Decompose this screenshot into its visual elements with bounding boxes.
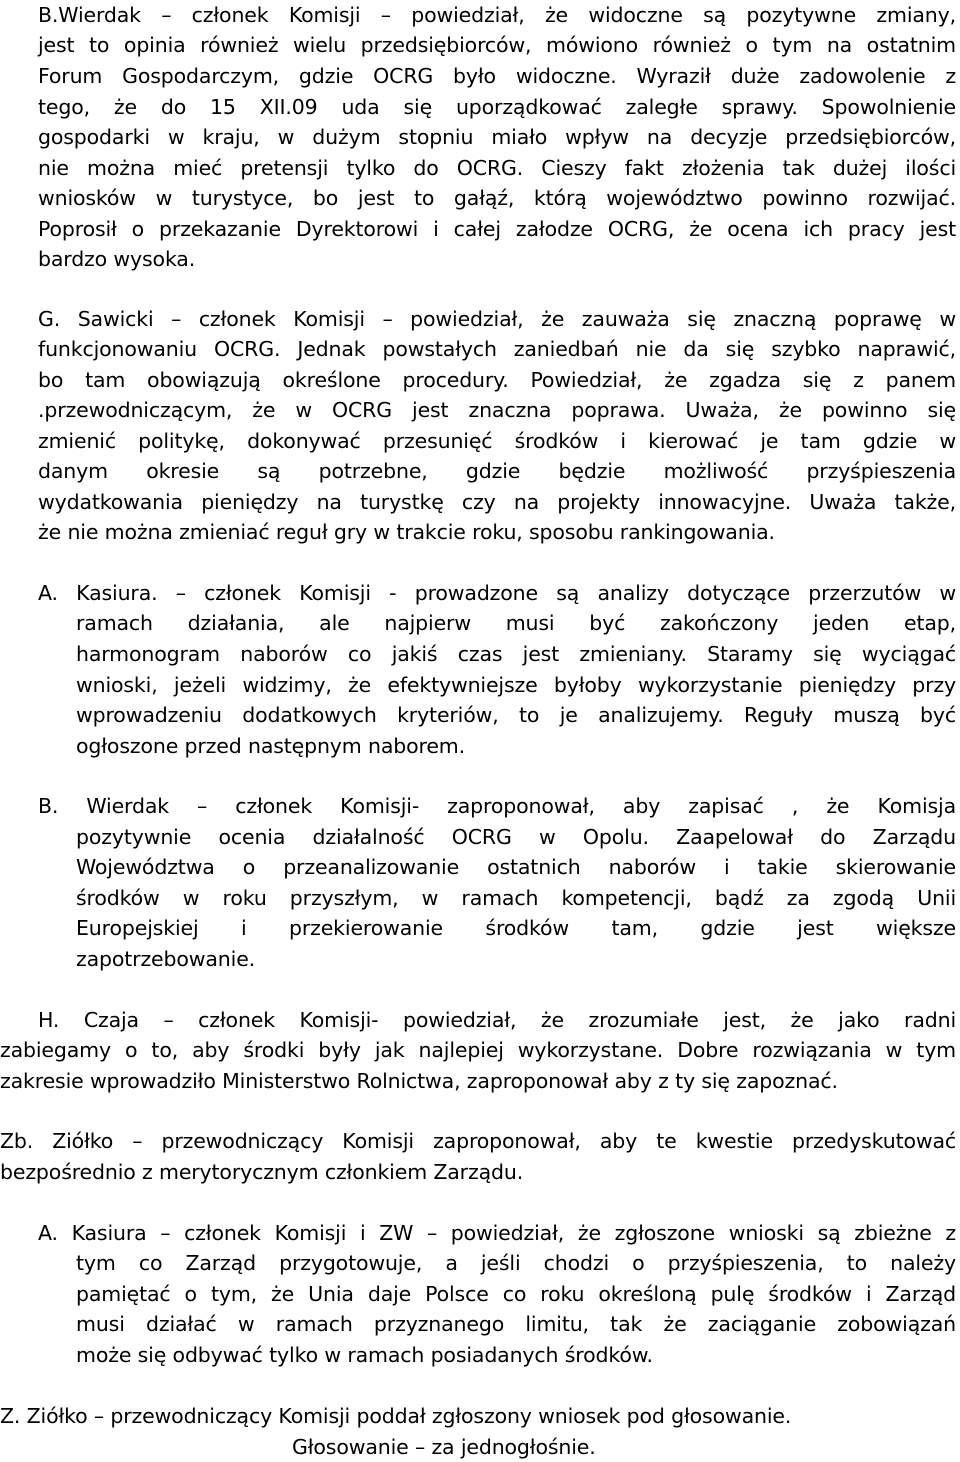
text-line: zmienić politykę, dokonywać przesunięć środków i kierować je tam gdzie w <box>38 429 956 453</box>
text-line: Województwa o przeanalizowanie ostatnich naborów i takie skierowanie <box>76 855 956 879</box>
text-line: wprowadzeniu dodatkowych kryteriów, to je analizujemy. Reguły muszą być <box>76 703 956 727</box>
text-line: A. Kasiura – członek Komisji i ZW – powiedział, że zgłoszone wnioski są zbieżne z <box>38 1221 956 1245</box>
text-line: musi działać w ramach przyznanego limitu, tak że zaciąganie zobowiązań <box>76 1312 956 1336</box>
text-line: Forum Gospodarczym, gdzie OCRG było widoczne. Wyraził duże zadowolenie z <box>38 64 956 88</box>
text-line: nie można mieć pretensji tylko do OCRG. Cieszy fakt złożenia tak dużej ilości <box>38 156 956 180</box>
text-line: bo tam obowiązują określone procedury. Powiedział, że zgadza się z panem <box>38 368 956 392</box>
text-line: Europejskiej i przekierowanie środków tam, gdzie jest większe <box>76 916 956 940</box>
text-line: wydatkowania pieniędzy na turystkę czy na projekty innowacyjne. Uważa także, <box>38 490 956 514</box>
text-line: pozytywnie ocenia działalność OCRG w Opolu. Zaapelował do Zarządu <box>76 825 956 849</box>
text-line: G. Sawicki – członek Komisji – powiedział, że zauważa się znaczną poprawę w <box>38 307 956 331</box>
text-line: zapotrzebowanie. <box>76 947 256 971</box>
text-line: B. Wierdak – członek Komisji- zaproponował, aby zapisać , że Komisja <box>38 794 956 818</box>
text-line: Z. Ziółko – przewodniczący Komisji poddał zgłoszony wniosek pod głosowanie. <box>0 1404 792 1428</box>
text-line: Zb. Ziółko – przewodniczący Komisji zaproponował, aby te kwestie przedyskutować <box>0 1129 956 1153</box>
text-line: harmonogram naborów co jakiś czas jest zmieniany. Staramy się wyciągać <box>76 642 956 666</box>
text-line: zabiegamy o to, aby środki były jak najlepiej wykorzystane. Dobre rozwiązania w tym <box>0 1038 956 1062</box>
text-line: może się odbywać tylko w ramach posiadanych środków. <box>76 1343 653 1367</box>
text-line: Poprosił o przekazanie Dyrektorowi i całej załodze OCRG, że ocena ich pracy jest <box>38 217 956 241</box>
text-line: tym co Zarząd przygotowuje, a jeśli chodzi o przyśpieszenia, to należy <box>76 1251 956 1275</box>
text-line: jest to opinia również wielu przedsiębiorców, mówiono również o tym na ostatnim <box>38 33 956 57</box>
text-line: bardzo wysoka. <box>38 247 196 271</box>
text-line: tego, że do 15 XII.09 uda się uporządkować zaległe sprawy. Spowolnienie <box>38 95 956 119</box>
text-line: gospodarki w kraju, w dużym stopniu miało wpływ na decyzje przedsiębiorców, <box>38 125 956 149</box>
text-line: wniosków w turystyce, bo jest to gałąź, którą województwo powinno rozwijać. <box>38 186 956 210</box>
text-line: ogłoszone przed następnym naborem. <box>76 734 465 758</box>
text-line: danym okresie są potrzebne, gdzie będzie możliwość przyśpieszenia <box>38 459 956 483</box>
text-line: ramach działania, ale najpierw musi być zakończony jeden etap, <box>76 611 956 635</box>
text-line: .przewodniczącym, że w OCRG jest znaczna poprawa. Uważa, że powinno się <box>38 398 956 422</box>
text-line: A. Kasiura. – członek Komisji - prowadzone są analizy dotyczące przerzutów w <box>38 581 956 605</box>
text-line: H. Czaja – członek Komisji- powiedział, że zrozumiałe jest, że jako radni <box>38 1008 956 1032</box>
text-line: pamiętać o tym, że Unia daje Polsce co roku określoną pulę środków i Zarząd <box>76 1282 956 1306</box>
text-line: funkcjonowaniu OCRG. Jednak powstałych zaniedbań nie da się szybko naprawić, <box>38 337 956 361</box>
text-line: bezpośrednio z merytorycznym członkiem Zarządu. <box>0 1160 524 1184</box>
text-line: B.Wierdak – członek Komisji – powiedział, że widoczne są pozytywne zmiany, <box>38 3 956 27</box>
vote-result: Głosowanie – za jednogłośnie. <box>292 1435 596 1459</box>
text-line: wnioski, jeżeli widzimy, że efektywniejsze byłoby wykorzystanie pieniędzy przy <box>76 673 956 697</box>
text-line: środków w roku przyszłym, w ramach kompetencji, bądź za zgodą Unii <box>76 886 956 910</box>
text-line: zakresie wprowadziło Ministerstwo Rolnictwa, zaproponował aby z ty się zapoznać. <box>0 1069 838 1093</box>
text-line: że nie można zmieniać reguł gry w trakcie roku, sposobu rankingowania. <box>38 520 775 544</box>
